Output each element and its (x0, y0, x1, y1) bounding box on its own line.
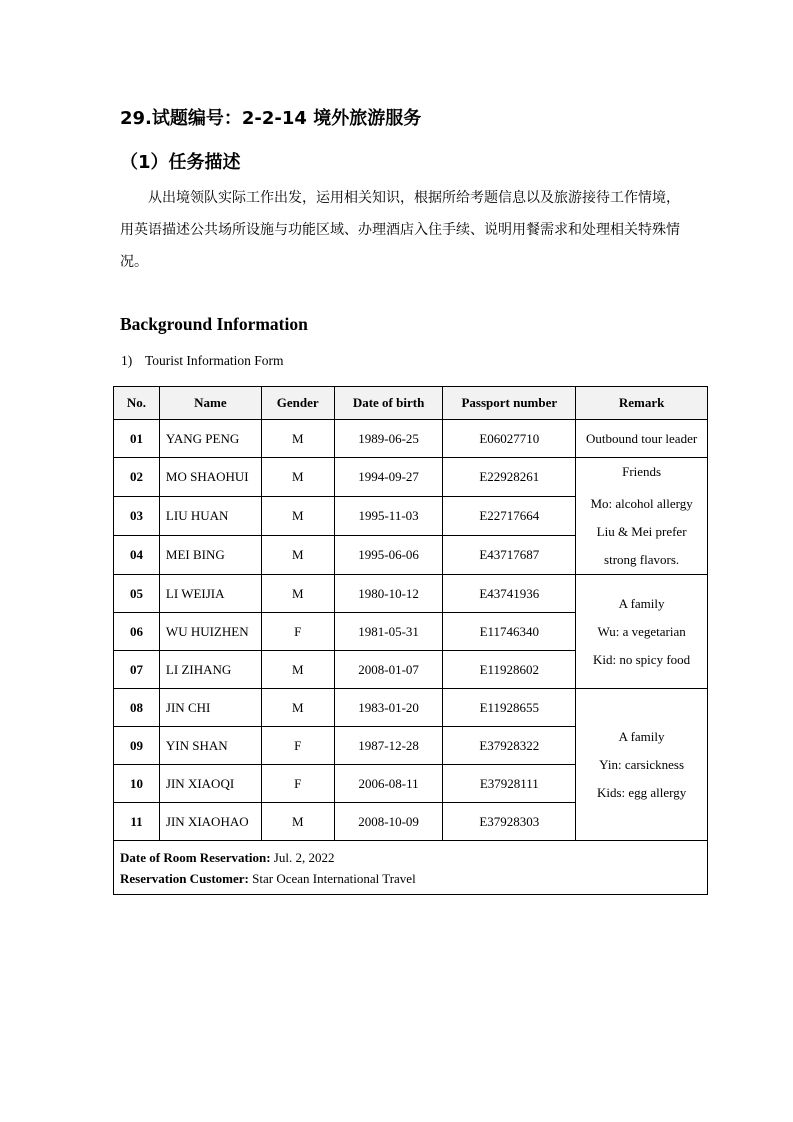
cell-name: WU HUIZHEN (159, 613, 261, 651)
cell-no: 11 (114, 803, 160, 841)
cell-no: 05 (114, 575, 160, 613)
cell-no: 10 (114, 765, 160, 803)
cell-gender: F (261, 613, 334, 651)
cell-name: YIN SHAN (159, 727, 261, 765)
cell-gender: M (261, 689, 334, 727)
cell-passport: E11746340 (443, 613, 576, 651)
cell-gender: M (261, 420, 334, 458)
cell-name: LI ZIHANG (159, 651, 261, 689)
reservation-customer-value: Star Ocean International Travel (252, 871, 416, 886)
cell-name: JIN CHI (159, 689, 261, 727)
remark-line: Kid: no spicy food (593, 651, 691, 667)
cell-name: LI WEIJIA (159, 575, 261, 613)
cell-passport: E43741936 (443, 575, 576, 613)
header-gender: Gender (261, 387, 334, 420)
cell-no: 09 (114, 727, 160, 765)
cell-passport: E11928655 (443, 689, 576, 727)
cell-name: LIU HUAN (159, 497, 261, 536)
cell-dob: 1994-09-27 (334, 458, 443, 497)
remark-group-1 (576, 420, 708, 458)
cell-no: 03 (114, 497, 160, 536)
cell-passport: E37928303 (443, 803, 576, 841)
cell-gender: M (261, 497, 334, 536)
cell-name: YANG PENG (159, 420, 261, 458)
remark-line: strong flavors. (604, 552, 680, 567)
cell-name: JIN XIAOQI (159, 765, 261, 803)
cell-gender: M (261, 803, 334, 841)
remark-line: A family (618, 728, 665, 744)
cell-no: 07 (114, 651, 160, 689)
reservation-info (114, 841, 708, 895)
task-description: 从出境领队实际工作出发，运用相关知识，根据所给考题信息以及旅游接待工作情境，用英语描述公共场所设施与功能区域、办理酒店入住手续、说明用餐需求和处理相关特殊情况。 (120, 190, 680, 270)
cell-gender: F (261, 727, 334, 765)
cell-gender: M (261, 651, 334, 689)
cell-name: MEI BING (159, 536, 261, 575)
table-row (114, 689, 708, 727)
cell-name: MO SHAOHUI (159, 458, 261, 497)
form-number: 1) (121, 353, 133, 368)
remark-line: Liu & Mei prefer (596, 524, 687, 539)
remark-line: Yin: carsickness (599, 756, 685, 772)
cell-dob: 1995-11-03 (334, 497, 443, 536)
cell-passport: E06027710 (443, 420, 576, 458)
cell-dob: 1983-01-20 (334, 689, 443, 727)
cell-gender: F (261, 765, 334, 803)
remark-line: Friends (622, 464, 662, 479)
cell-dob: 1989-06-25 (334, 420, 443, 458)
header-name: Name (159, 387, 261, 420)
cell-passport: E22928261 (443, 458, 576, 497)
cell-dob: 2006-08-11 (334, 765, 443, 803)
cell-gender: M (261, 575, 334, 613)
form-caption (121, 353, 284, 369)
cell-no: 04 (114, 536, 160, 575)
cell-dob: 1987-12-28 (334, 727, 443, 765)
remark-group-3 (576, 575, 708, 689)
cell-passport: E37928111 (443, 765, 576, 803)
reservation-date-value: Jul. 2, 2022 (273, 850, 335, 865)
header-passport-number: Passport number (443, 387, 576, 420)
cell-gender: M (261, 536, 334, 575)
cell-passport: E22717664 (443, 497, 576, 536)
table-row (114, 575, 708, 613)
remark-line: Kids: egg allergy (596, 784, 687, 800)
cell-no: 06 (114, 613, 160, 651)
tourist-information-table (113, 386, 708, 895)
remark-line: A family (618, 595, 665, 611)
task-heading: （1）任务描述 (120, 152, 241, 173)
cell-no: 02 (114, 458, 160, 497)
cell-passport: E43717687 (443, 536, 576, 575)
cell-dob: 2008-01-07 (334, 651, 443, 689)
reservation-date-line (120, 847, 701, 868)
cell-no: 01 (114, 420, 160, 458)
cell-passport: E11928602 (443, 651, 576, 689)
cell-dob: 1981-05-31 (334, 613, 443, 651)
form-title: Tourist Information Form (145, 353, 284, 368)
remark-line: Mo: alcohol allergy (590, 496, 693, 511)
table-footer-row (114, 841, 708, 895)
remark-line: Wu: a vegetarian (597, 623, 686, 639)
cell-name: JIN XIAOHAO (159, 803, 261, 841)
cell-passport: E37928322 (443, 727, 576, 765)
header-date-of-birth: Date of birth (334, 387, 443, 420)
table-row (114, 420, 708, 458)
remark-group-4 (576, 689, 708, 841)
table-row (114, 458, 708, 497)
background-title: Background Information (120, 314, 308, 334)
header-no: No. (114, 387, 160, 420)
reservation-date-label: Date of Room Reservation: (120, 850, 271, 865)
remark-group-2 (576, 458, 708, 575)
cell-dob: 2008-10-09 (334, 803, 443, 841)
remark-line: Outbound tour leader (585, 430, 698, 446)
cell-no: 08 (114, 689, 160, 727)
reservation-customer-label: Reservation Customer: (120, 871, 249, 886)
reservation-customer-line (120, 868, 701, 889)
cell-gender: M (261, 458, 334, 497)
cell-dob: 1995-06-06 (334, 536, 443, 575)
table-header-row (114, 387, 708, 420)
header-remark: Remark (576, 387, 708, 420)
question-heading: 29.试题编号：2-2-14 境外旅游服务 (120, 108, 422, 129)
cell-dob: 1980-10-12 (334, 575, 443, 613)
